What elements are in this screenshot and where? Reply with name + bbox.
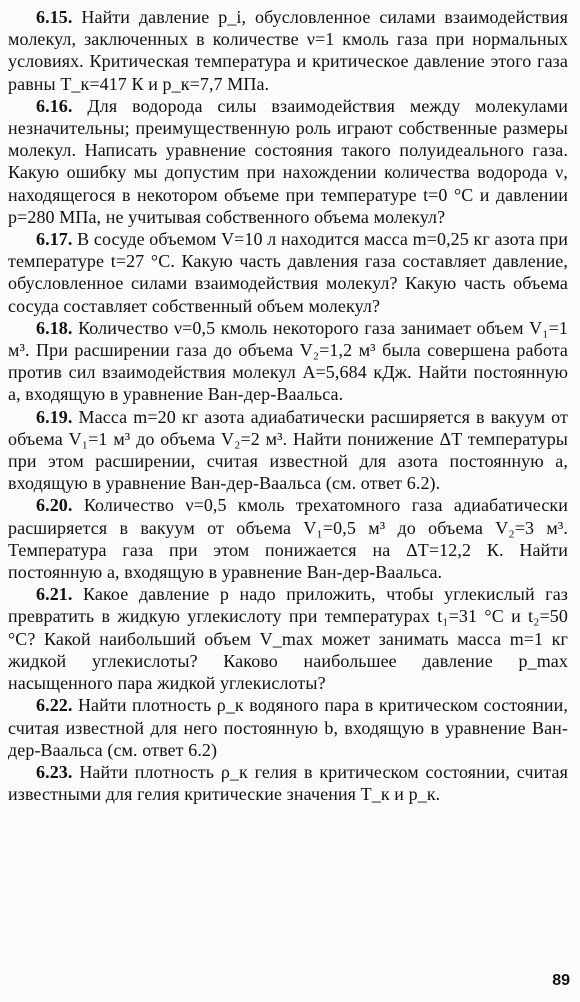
problem-6-15	[8, 6, 568, 95]
problem-6-18	[8, 317, 568, 406]
problem-text: Какое давление p надо приложить, чтобы углекислый газ превратить в жидкую углекислоту при температурах t₁=31 °С и t₂=50 °С? Какой наибольший объем V_max может занимать масса m=1 кг жидкой углекислоты? Каково наибольшее давление p_max насыщенного пара жидкой углекислоты?	[8, 584, 568, 694]
problem-text: Количество ν=0,5 кмоль трехатомного газа адиабатически расширяется в вакуум от объема V₁=0,5 м³ до объема V₂=3 м³. Температура газа при этом понижается на ΔT=12,2 К. Найти постоянную a, входящую в уравнение Ван-дер-Ваальса.	[8, 495, 568, 583]
problem-number: 6.19.	[36, 406, 73, 427]
problem-list	[8, 6, 568, 805]
problem-text: Найти плотность ρ_к водяного пара в критическом состоянии, считая известной для него постоянную b, входящую в уравнение Ван-дер-Ваальса (см. ответ 6.2)	[8, 695, 568, 760]
problem-text: В сосуде объемом V=10 л находится масса m=0,25 кг азота при температуре t=27 °С. Какую часть давления газа составляет давление, обусловленное силами взаимодействия молекул? Какую часть объема сосуда составляет собственный объем молекул?	[8, 229, 568, 316]
problem-number: 6.17.	[36, 229, 73, 250]
problem-6-21	[8, 583, 568, 694]
problem-number: 6.21.	[36, 584, 73, 605]
problem-number: 6.16.	[36, 95, 73, 116]
problem-6-19	[8, 406, 568, 495]
problem-6-23	[8, 761, 568, 805]
problem-text: Для водорода силы взаимодействия между молекулами незначительны; преимущественную роль играют собственные размеры молекул. Написать уравнение состояния такого полуидеального газа. Какую ошибку мы допустим при нахождении количества водорода ν, находящегося в некотором объеме при температуре t=0 °С и давлении p=280 МПа, не учитывая собственного объема молекул?	[8, 95, 568, 227]
problem-6-16	[8, 95, 568, 228]
page-number: 89	[552, 972, 570, 989]
problem-number: 6.22.	[36, 695, 73, 716]
problem-number: 6.18.	[36, 317, 73, 338]
problem-number: 6.15.	[36, 7, 73, 27]
problem-text: Количество ν=0,5 кмоль некоторого газа занимает объем V₁=1 м³. При расширении газа до объема V₂=1,2 м³ была совершена работа против сил взаимодействия молекул A=5,684 кДж. Найти постоянную a, входящую в уравнение Ван-дер-Ваальса.	[8, 317, 568, 405]
problem-text: Найти давление p_i, обусловленное силами взаимодействия молекул, заключенных в количестве ν=1 кмоль газа при нормальных условиях. Критическая температура и критическое давление этого газа равны T_к=417 К и p_к=7,7 МПа.	[8, 7, 568, 94]
problem-number: 6.20.	[36, 495, 73, 516]
problem-6-17	[8, 228, 568, 317]
problem-text: Найти плотность ρ_к гелия в критическом состоянии, считая известными для гелия критические значения T_к и p_к.	[8, 761, 568, 805]
problem-number: 6.23.	[36, 761, 73, 782]
problem-text: Масса m=20 кг азота адиабатически расширяется в вакуум от объема V₁=1 м³ до объема V₂=2 м³. Найти понижение ΔT температуры при этом расширении, считая известной для азота постоянную a, входящую в уравнение Ван-дер-Ваальса (см. ответ 6.2).	[8, 406, 568, 494]
problem-6-20	[8, 494, 568, 583]
problem-6-22	[8, 694, 568, 761]
